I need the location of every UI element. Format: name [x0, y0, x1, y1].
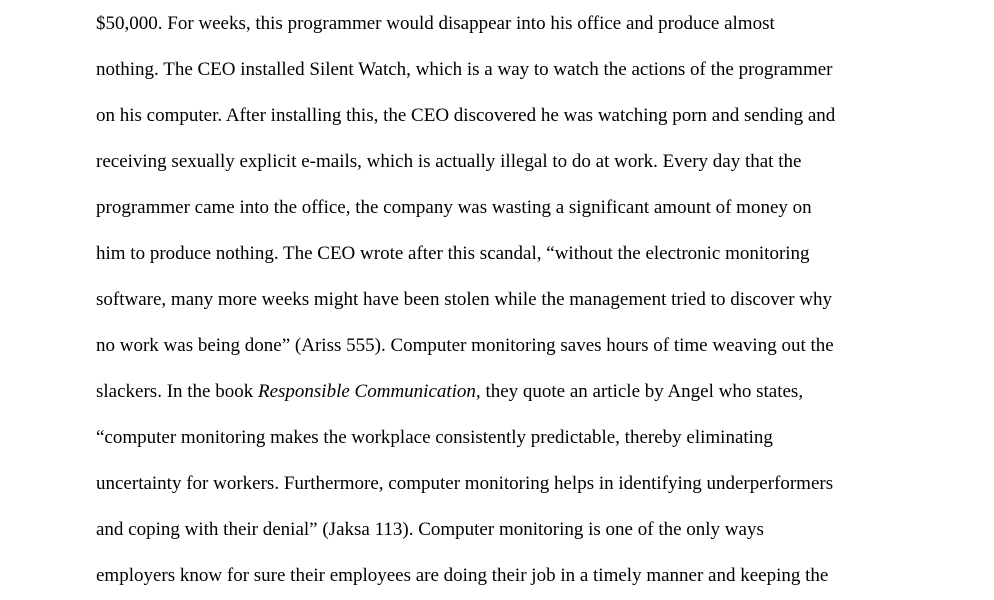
- text-line-6: him to produce nothing. The CEO wrote after this scandal, “without the electronic monitoring: [96, 243, 810, 264]
- text-line-1: $50,000. For weeks, this programmer would disappear into his office and produce almost: [96, 13, 775, 34]
- text-line-7: software, many more weeks might have been stolen while the management tried to discover why: [96, 289, 833, 310]
- text-line-2: nothing. The CEO installed Silent Watch, which is a way to watch the actions of the programmer: [96, 59, 833, 80]
- text-line-12: and coping with their denial” (Jaksa 113). Computer monitoring is one of the only ways: [96, 519, 764, 540]
- text-line-9-end: they quote an article by Angel who states,: [480, 381, 804, 402]
- text-line-13: employers know for sure their employees are doing their job in a timely manner and keeping the: [96, 565, 829, 586]
- text-line-3: on his computer. After installing this, the CEO discovered he was watching porn and sending and: [96, 105, 836, 126]
- text-line-11: uncertainty for workers. Furthermore, computer monitoring helps in identifying underperformers: [96, 473, 834, 494]
- text-line-9-start: slackers. In the book: [96, 381, 258, 402]
- text-line-4: receiving sexually explicit e-mails, which is actually illegal to do at work. Every day that the: [96, 151, 802, 172]
- text-line-8: no work was being done” (Ariss 555). Computer monitoring saves hours of time weaving out the: [96, 335, 834, 356]
- book-title-italic: Responsible Communication,: [257, 381, 481, 402]
- text-line-10: “computer monitoring makes the workplace consistently predictable, thereby eliminating: [96, 427, 773, 448]
- text-line-9: [96, 380, 803, 404]
- text-line-5: programmer came into the office, the company was wasting a significant amount of money on: [96, 197, 812, 218]
